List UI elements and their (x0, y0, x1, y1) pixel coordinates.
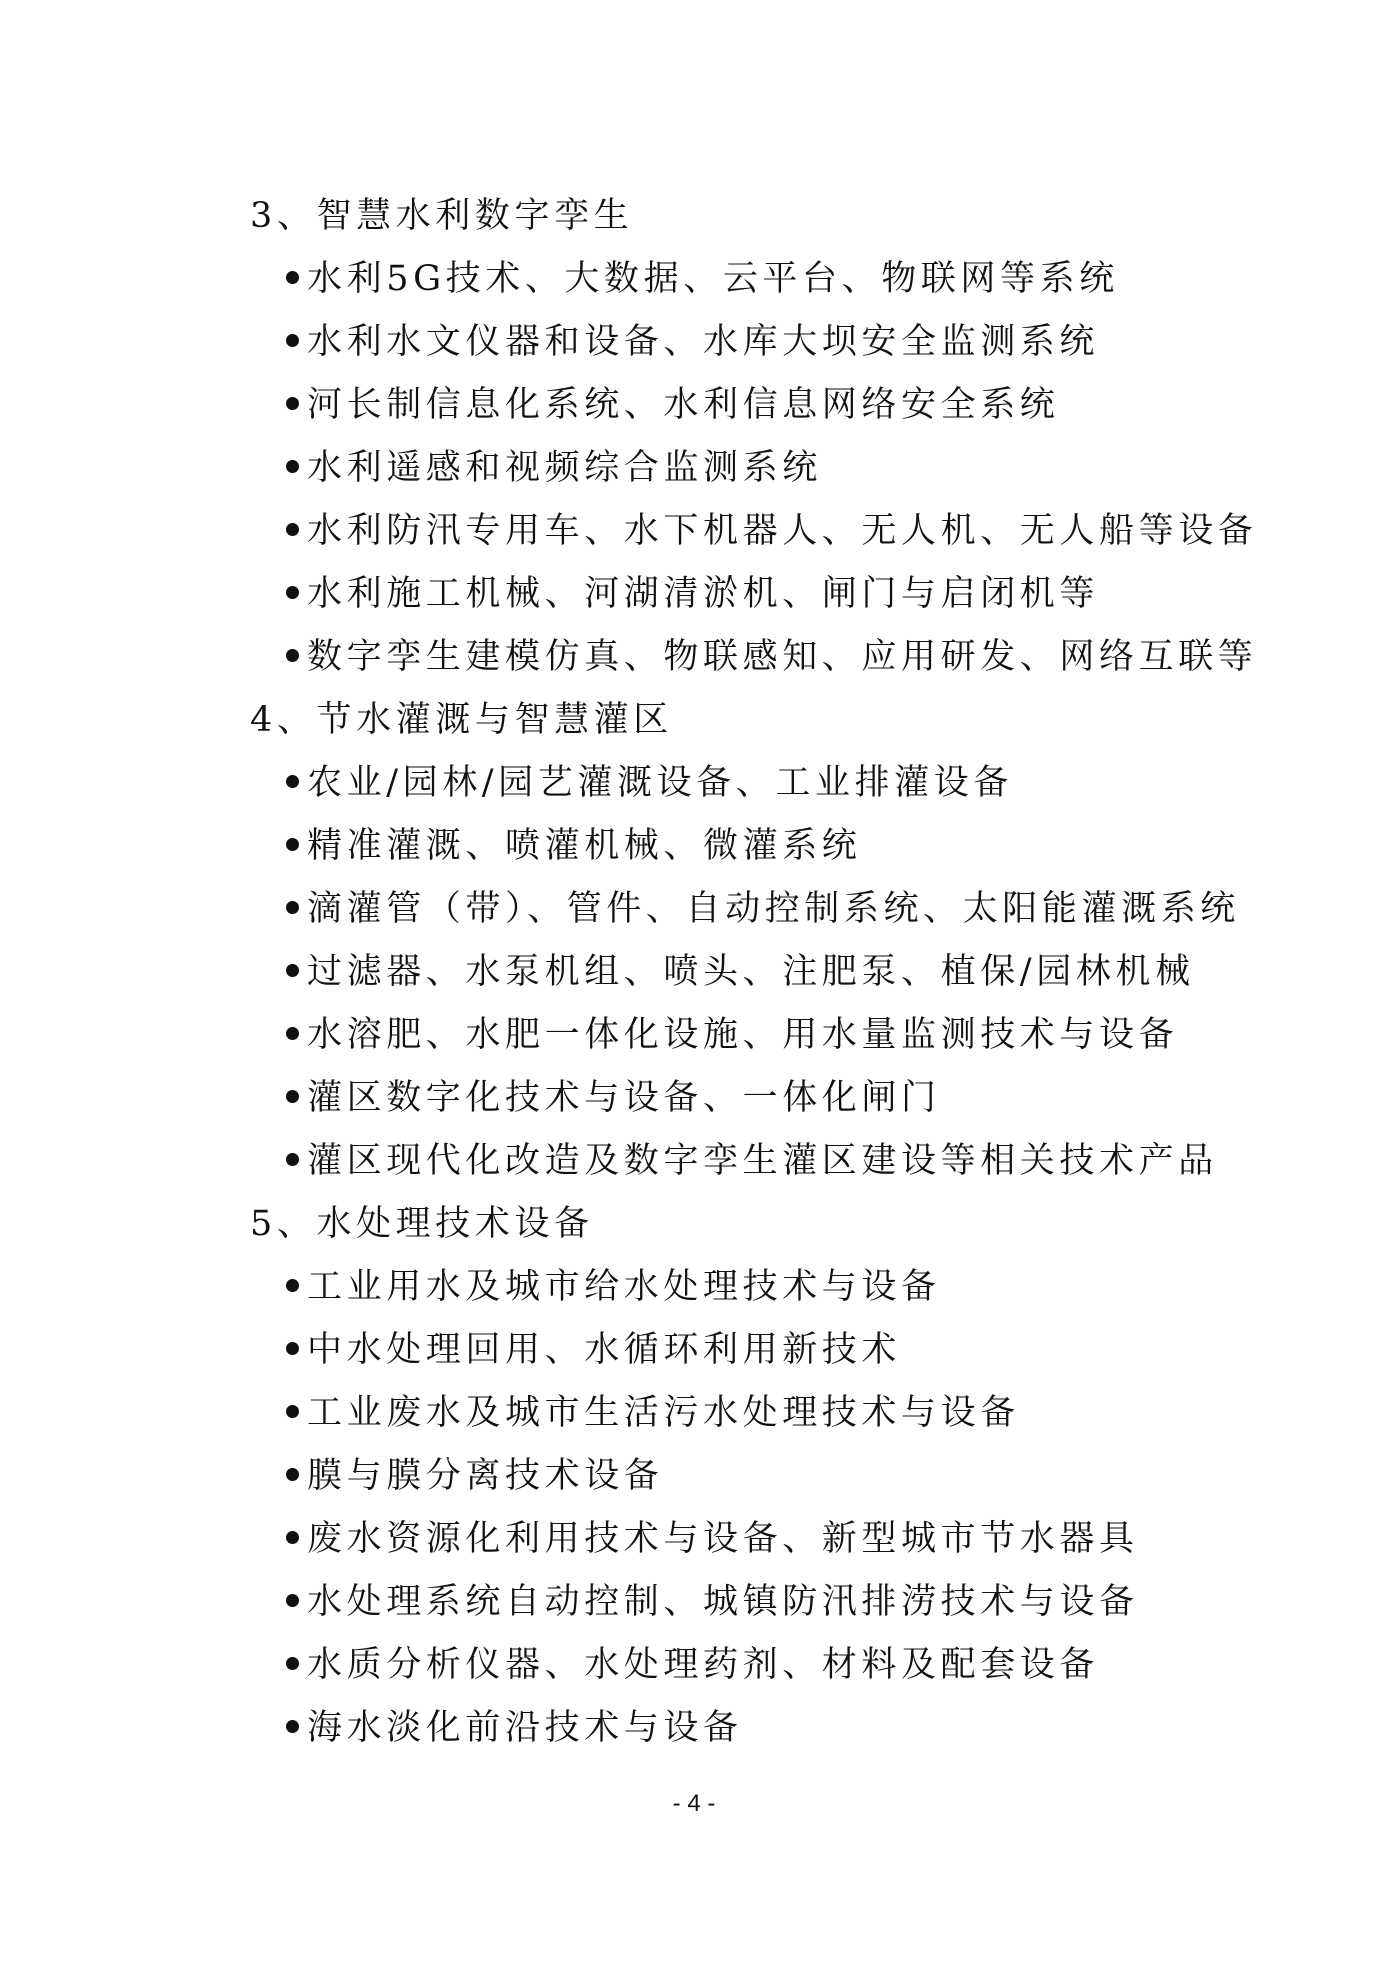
list-item: 中水处理回用、水循环利用新技术 (250, 1319, 1290, 1382)
list-item: 水处理系统自动控制、城镇防汛排涝技术与设备 (250, 1571, 1290, 1634)
page-number: - 4 - (672, 1790, 716, 1817)
list-item: 精准灌溉、喷灌机械、微灌系统 (250, 815, 1290, 878)
list-item: 水利防汛专用车、水下机器人、无人机、无人船等设备 (250, 500, 1290, 563)
bullet-icon (286, 1531, 299, 1544)
list-item: 数字孪生建模仿真、物联感知、应用研发、网络互联等 (250, 626, 1290, 689)
bullet-icon (286, 901, 299, 914)
list-item: 灌区数字化技术与设备、一体化闸门 (250, 1067, 1290, 1130)
bullet-icon (286, 649, 299, 662)
section-heading: 3、智慧水利数字孪生 (250, 196, 634, 236)
list-item: 灌区现代化改造及数字孪生灌区建设等相关技术产品 (250, 1130, 1290, 1193)
section-heading: 4、节水灌溉与智慧灌区 (250, 700, 673, 740)
bullet-icon (286, 1279, 299, 1292)
bullet-icon (286, 397, 299, 410)
document-content (250, 185, 1290, 1760)
bullet-icon (286, 1405, 299, 1418)
bullet-icon (286, 1468, 299, 1481)
list-item: 水溶肥、水肥一体化设施、用水量监测技术与设备 (250, 1004, 1290, 1067)
list-item: 滴灌管（带）、管件、自动控制系统、太阳能灌溉系统 (250, 878, 1290, 941)
bullet-icon (286, 460, 299, 473)
bullet-icon (286, 1594, 299, 1607)
bullet-icon (286, 1090, 299, 1103)
list-item: 过滤器、水泵机组、喷头、注肥泵、植保/园林机械 (250, 941, 1290, 1004)
bullet-icon (286, 334, 299, 347)
list-item: 废水资源化利用技术与设备、新型城市节水器具 (250, 1508, 1290, 1571)
bullet-icon (286, 838, 299, 851)
bullet-icon (286, 964, 299, 977)
list-item: 海水淡化前沿技术与设备 (250, 1697, 1290, 1760)
bullet-icon (286, 1027, 299, 1040)
list-item: 水利遥感和视频综合监测系统 (250, 437, 1290, 500)
list-item: 水利水文仪器和设备、水库大坝安全监测系统 (250, 311, 1290, 374)
bullet-icon (286, 586, 299, 599)
section-heading: 5、水处理技术设备 (250, 1204, 594, 1244)
bullet-icon (286, 1342, 299, 1355)
list-item: 农业/园林/园艺灌溉设备、工业排灌设备 (250, 752, 1290, 815)
list-item: 水利5G技术、大数据、云平台、物联网等系统 (250, 248, 1290, 311)
list-item: 河长制信息化系统、水利信息网络安全系统 (250, 374, 1290, 437)
list-item: 膜与膜分离技术设备 (250, 1445, 1290, 1508)
list-item: 水质分析仪器、水处理药剂、材料及配套设备 (250, 1634, 1290, 1697)
list-item: 水利施工机械、河湖清淤机、闸门与启闭机等 (250, 563, 1290, 626)
list-item: 工业用水及城市给水处理技术与设备 (250, 1256, 1290, 1319)
bullet-icon (286, 271, 299, 284)
bullet-icon (286, 1720, 299, 1733)
bullet-icon (286, 523, 299, 536)
bullet-icon (286, 1657, 299, 1670)
bullet-icon (286, 775, 299, 788)
bullet-icon (286, 1153, 299, 1166)
list-item: 工业废水及城市生活污水处理技术与设备 (250, 1382, 1290, 1445)
